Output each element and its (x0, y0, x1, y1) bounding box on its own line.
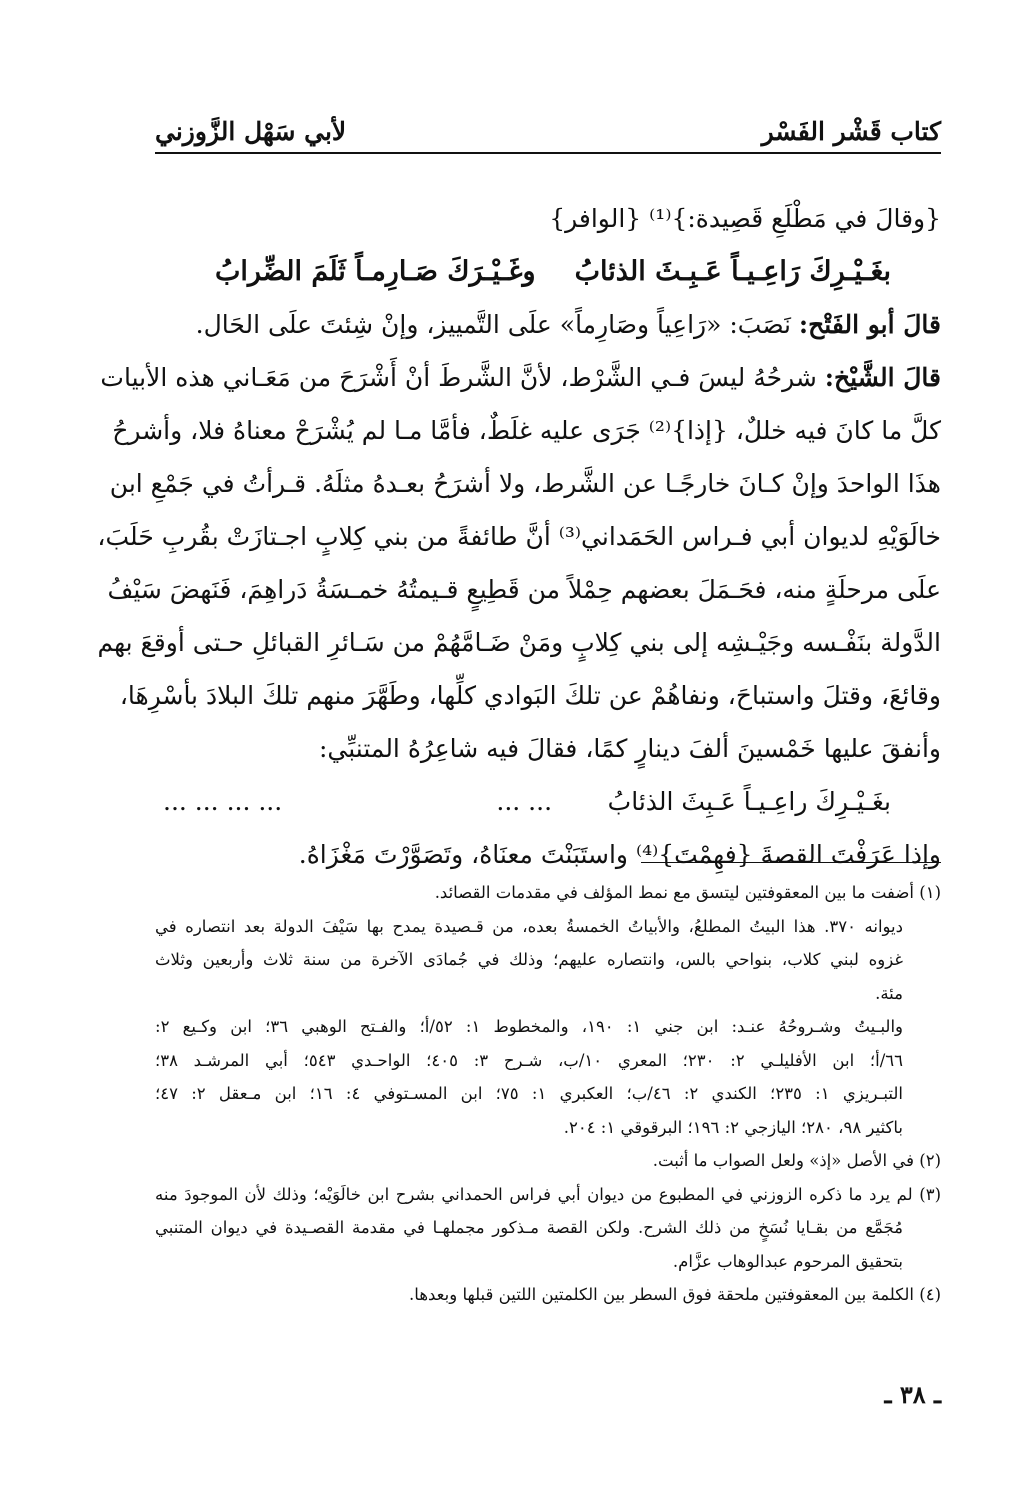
verse-text: بغَـيْـرِكَ راعِـيـاً عَـبِثَ الذئابُ (607, 787, 891, 816)
text-line: خالَوَيْهِ لديوان أبي فـراس الحَمَداني⁽³⁾ أنَّ طائفةً من بني كِلابٍ اجـتازَتْ بقُربِ حَلَبَ، (97, 522, 941, 551)
text-line: الدَّولة بنَفْـسه وجَيْـشِه إلى بني كِلابٍ ومَنْ ضَـامَّهُمْ من سَـائرِ القبائلِ حـتى أوقعَ بهم (97, 628, 941, 657)
verse-line (155, 245, 941, 298)
footnote-line: والبـيتُ وشـروحُهُ عنـد: ابن جني ١: ١٩٠، والمخطوط ١: ٥٢/أ؛ والفـتح الوهبي ٣٦؛ ابن وكـيع ٢: (155, 1017, 904, 1036)
verse-second-hemistich: ... ... ... ... (163, 787, 283, 816)
speaker-label: قالَ أبو الفَتْح: (798, 310, 941, 339)
footnotes (155, 876, 941, 1312)
poem-intro: {وقالَ في مَطْلَعِ قَصِيدة:}⁽¹⁾ {الوافر} (549, 204, 941, 233)
text-line (100, 351, 941, 404)
speaker-label: قالَ الشَّيْخ: (824, 363, 941, 392)
text-content: شرحُهُ ليسَ فـي الشَّرْط، لأنَّ الشَّرطَ أنْ أَشْرَحَ من مَعَـاني هذه الأبيات (100, 363, 825, 392)
footnote-line: غزوه لبني كلاب، بنواحي بالس، وانتصاره عليهم؛ وذلك في جُمادَى الآخرة من سنة ثلاث وأربعين وثلاث (155, 950, 903, 969)
author-name: لأبي سَهْل الزَّوزني (155, 117, 347, 146)
quoted-verse-line (155, 775, 941, 828)
verse-first-hemistich (496, 775, 891, 828)
footnote-line: بتحقيق المرحوم عبدالوهاب عزَّام. (672, 1251, 903, 1271)
text-line: وأنفقَ عليها خَمْسينَ ألفَ دينارٍ كمًا، فقالَ فيه شاعِرُهُ المتنبِّي: (318, 734, 941, 763)
footnote-line: (٢) في الأصل «إذ» ولعل الصواب ما أثبت. (652, 1151, 941, 1170)
running-header (155, 102, 941, 154)
text-content: نَصَبَ: «رَاعِياً وصَارِماً» علَى التَّمييز، وإنْ شِئتَ علَى الحَال. (195, 310, 799, 339)
text-line: وقائعَ، وقتلَ واستباحَ، ونفاهُمْ عن تلكَ البَوادي كلِّها، وطَهَّرَ منهم تلكَ البلادَ بأسْرِهَا، (119, 681, 941, 710)
verse-ellipsis: ... ... (496, 787, 553, 816)
page-number: ـ ٣٨ ـ (884, 1380, 941, 1409)
text-line: علَى مرحلَةٍ منه، فحَـمَلَ بعضهم حِمْلاً من قَطِيعٍ قـيمتُهُ خمـسَةُ دَراهِمَ، فَنَهضَ سَيْفُ (107, 575, 941, 604)
verse-second-hemistich: وغَـيْـرَكَ صَـارِمـاً ثَلَمَ الضِّرابُ (215, 256, 536, 287)
footnote-line: (٤) الكلمة بين المعقوفتين ملحقة فوق السطر بين الكلمتين اللتين قبلها وبعدها. (409, 1285, 941, 1304)
text-line: كلَّ ما كانَ فيه خللٌ، {إذا}⁽²⁾ جَرَى عليه غلَطٌ، فأمَّا مـا لم يُشْرَحْ معناهُ فلا، وأشرحُ (112, 416, 941, 445)
text-line: هذَا الواحدَ وإنْ كـانَ خارجًـا عن الشَّرط، ولا أشرَحُ بعـدهُ مثلَهُ. قـرأتُ في جَمْعِ ابن (109, 469, 941, 498)
footnote-line: باكثير ٩٨، ٢٨٠؛ اليازجي ٢: ١٩٦؛ البرقوقي ١: ٢٠٤. (563, 1117, 903, 1137)
main-text (97, 192, 941, 881)
text-line: وإذا عَرَفْتَ القصةَ {فهِمْتَ}⁽⁴⁾ واستَبَنْتَ معنَاهُ، وتَصَوَّرْتَ مَغْزَاهُ. (298, 840, 941, 869)
footnote-line: ديوانه ٣٧٠. هذا البيتُ المطلعُ، والأبياتُ الخمسةُ بعده، من قـصيدة يمدح بها سَيْفَ الدولة بعد انتصاره في (155, 916, 903, 936)
footnote-line: ٦٦/أ؛ ابن الأفليلـي ٢: ٢٣٠؛ المعري ١٠/ب، شـرح ٣: ٤٠٥؛ الواحـدي ٥٤٣؛ أبي المرشـد ٣٨؛ (155, 1050, 903, 1070)
footnote-line: (١) أضفت ما بين المعقوفتين ليتسق مع نمط المؤلف في مقدمات القصائد. (434, 883, 941, 902)
text-line (155, 298, 941, 351)
footnote-line: مئة. (875, 983, 903, 1003)
verse-first-hemistich: بغَـيْـرِكَ رَاعِـيـاً عَـبِـثَ الذئابُ (574, 256, 891, 287)
footnote-divider (641, 862, 941, 863)
footnote-line: التبـريزي ١: ٢٣٥؛ الكندي ٢: ٤٦/ب؛ العكبري ١: ٧٥؛ ابن المسـتوفي ٤: ١٦؛ ابن مـعقل ٢: ٤٧؛ (155, 1084, 903, 1103)
book-title: كتاب قَشْر الفَسْر (761, 117, 941, 146)
footnote-line: (٣) لم يرد ما ذكره الزوزني في المطبوع من ديوان أبي فراس الحمداني بشرح ابن خالَوَيْه؛ وذلك لأن الموجودَ منه (155, 1184, 941, 1204)
footnote-line: مُجَمَّع من بقـايا نُسَخٍ من ذلك الشرح. ولكن القصة مـذكور مجملهـا في مقدمة القصـيدة في ديوان المتنبي (155, 1218, 903, 1237)
